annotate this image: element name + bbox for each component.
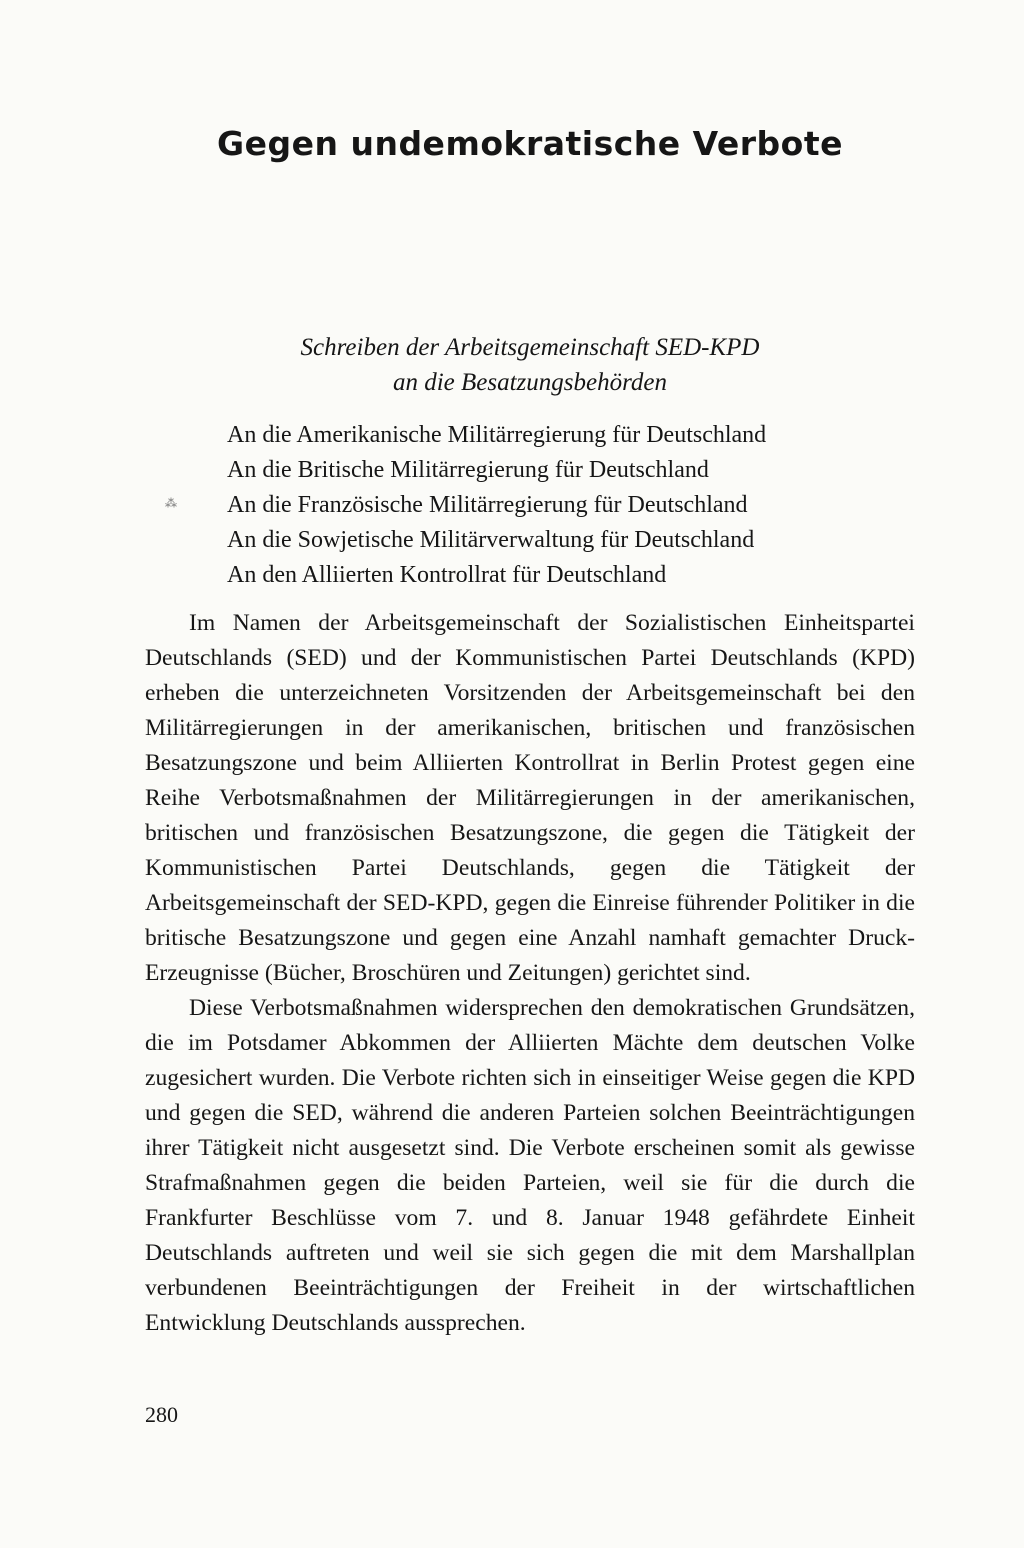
body-paragraph: Diese Verbotsmaßnahmen widersprechen den demokratischen Grundsätzen, die im Potsdamer Abkommen der Alliierten Mächte dem deutschen Volke zugesichert wurden. Die Verbote richten sich in einseitiger Weise gegen die KPD und gegen die SED, während die anderen Parteien solchen Beeinträchtigungen ihrer Tätigkeit nicht ausgesetzt sind. Die Verbote erscheinen somit als gewisse Strafmaßnahmen gegen die beiden Parteien, weil sie für die durch die Frankfurter Beschlüsse vom 7. und 8. Januar 1948 gefährdete Einheit Deutschlands auftreten und weil sie sich gegen die mit dem Marshallplan verbundenen Beeinträchtigungen der Freiheit in der wirtschaftlichen Entwicklung Deutschlands aussprechen.: [145, 995, 915, 1336]
body-paragraph: Im Namen der Arbeitsgemeinschaft der Sozialistischen Einheitspartei Deutschlands (SED) und der Kommunistischen Partei Deutschlands (KPD) erheben die unterzeichneten Vorsitzenden der Arbeitsgemeinschaft bei den Militärregierungen in der amerikanischen, britischen und französischen Besatzungszone und beim Alliierten Kontrollrat in Berlin Protest gegen eine Reihe Verbotsmaßnahmen der Militärregierungen in der amerikanischen, britischen und französischen Besatzungszone, die gegen die Tätigkeit der Kommunistischen Partei Deutschlands, gegen die Tätigkeit der Arbeitsgemeinschaft der SED-KPD, gegen die Einreise führender Politiker in die britische Besatzungszone und gegen eine Anzahl namhaft gemachter Druck-Erzeugnisse (Bücher, Broschüren und Zeitungen) gerichtet sind.: [145, 610, 915, 986]
addressee-line: An die Sowjetische Militärverwaltung für Deutschland: [227, 527, 755, 553]
subtitle-line-2: an die Besatzungsbehörden: [392, 369, 668, 396]
addressee-line: An die Amerikanische Militärregierung für Deutschland: [227, 422, 767, 448]
letter-subtitle: [0, 330, 1024, 400]
addressee-line: An die Britische Militärregierung für Deutschland: [227, 457, 709, 483]
letter-body: [145, 606, 915, 1341]
page-number: 280: [145, 1402, 178, 1427]
page-title: Gegen undemokratische Verbote: [217, 124, 843, 163]
addressee-line: An die Französische Militärregierung für Deutschland: [227, 492, 748, 518]
addressee-list: [227, 418, 766, 593]
print-speck-mark: ⁂: [165, 496, 177, 510]
addressee-line: An den Alliierten Kontrollrat für Deutschland: [227, 562, 667, 588]
subtitle-line-1: Schreiben der Arbeitsgemeinschaft SED-KPD: [300, 334, 760, 361]
